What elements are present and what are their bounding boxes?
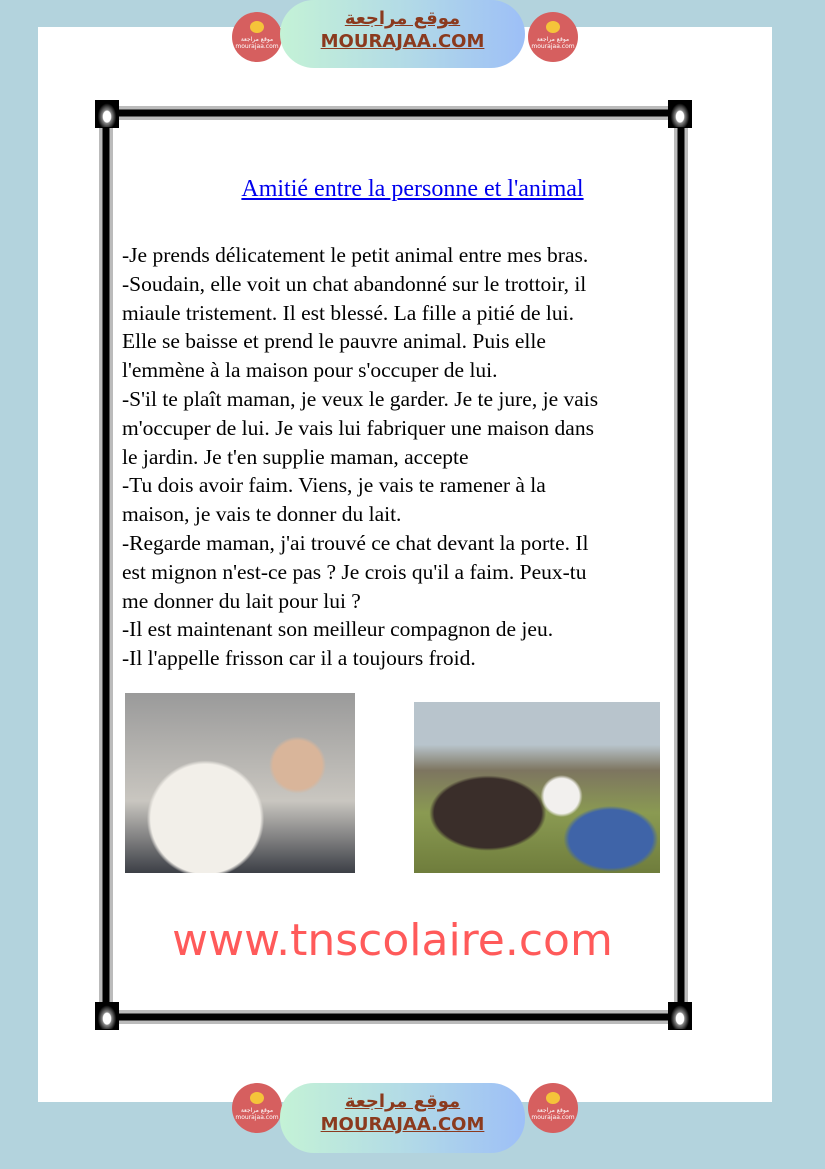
text-line: l'emmène à la maison pour s'occuper de lui. xyxy=(122,358,498,383)
text-line: le jardin. Je t'en supplie maman, accepte xyxy=(122,444,469,469)
mourajaa-logo-left xyxy=(232,12,282,62)
mourajaa-logo-right xyxy=(528,12,578,62)
badge-text: موقع مراجعة mourajaa.com xyxy=(235,36,279,50)
photo-girl-with-donkeys xyxy=(414,702,660,873)
badge-text: موقع مراجعة mourajaa.com xyxy=(235,1107,279,1121)
text-line: -Il l'appelle frisson car il a toujours froid. xyxy=(122,646,476,671)
watermark: www.tnscolaire.com xyxy=(172,915,613,966)
badge-text: موقع مراجعة mourajaa.com xyxy=(531,1107,575,1121)
banner-site: MOURAJAA.COM xyxy=(320,1114,485,1135)
text-line: est mignon n'est-ce pas ? Je crois qu'il a faim. Peux-tu xyxy=(122,559,587,584)
text-line: -Soudain, elle voit un chat abandonné sur le trottoir, il xyxy=(122,271,587,296)
text-line: me donner du lait pour lui ? xyxy=(122,588,361,613)
story-text xyxy=(122,241,662,673)
text-line: maison, je vais te donner du lait. xyxy=(122,502,402,527)
site-banner-top[interactable] xyxy=(280,0,525,68)
document-title: Amitié entre la personne et l'animal xyxy=(241,176,584,202)
mourajaa-logo-bottom-right xyxy=(528,1083,578,1133)
text-line: -Regarde maman, j'ai trouvé ce chat devant la porte. Il xyxy=(122,530,589,555)
text-line: Elle se baisse et prend le pauvre animal. Puis elle xyxy=(122,329,546,354)
site-banner-bottom[interactable] xyxy=(280,1083,525,1153)
text-line: -S'il te plaît maman, je veux le garder. Je te jure, je vais xyxy=(122,386,599,411)
text-line: -Tu dois avoir faim. Viens, je vais te ramener à la xyxy=(122,473,546,498)
text-line: m'occuper de lui. Je vais lui fabriquer une maison dans xyxy=(122,415,594,440)
badge-text: موقع مراجعة mourajaa.com xyxy=(531,36,575,50)
banner-site: MOURAJAA.COM xyxy=(320,31,485,52)
photo-boy-with-dog xyxy=(125,693,355,873)
text-line: miaule tristement. Il est blessé. La fille a pitié de lui. xyxy=(122,300,574,325)
text-line: -Il est maintenant son meilleur compagnon de jeu. xyxy=(122,617,554,642)
banner-arabic: موقع مراجعة xyxy=(344,8,461,29)
banner-arabic: موقع مراجعة xyxy=(344,1091,461,1112)
text-line: -Je prends délicatement le petit animal entre mes bras. xyxy=(122,243,589,267)
mourajaa-logo-bottom-left xyxy=(232,1083,282,1133)
